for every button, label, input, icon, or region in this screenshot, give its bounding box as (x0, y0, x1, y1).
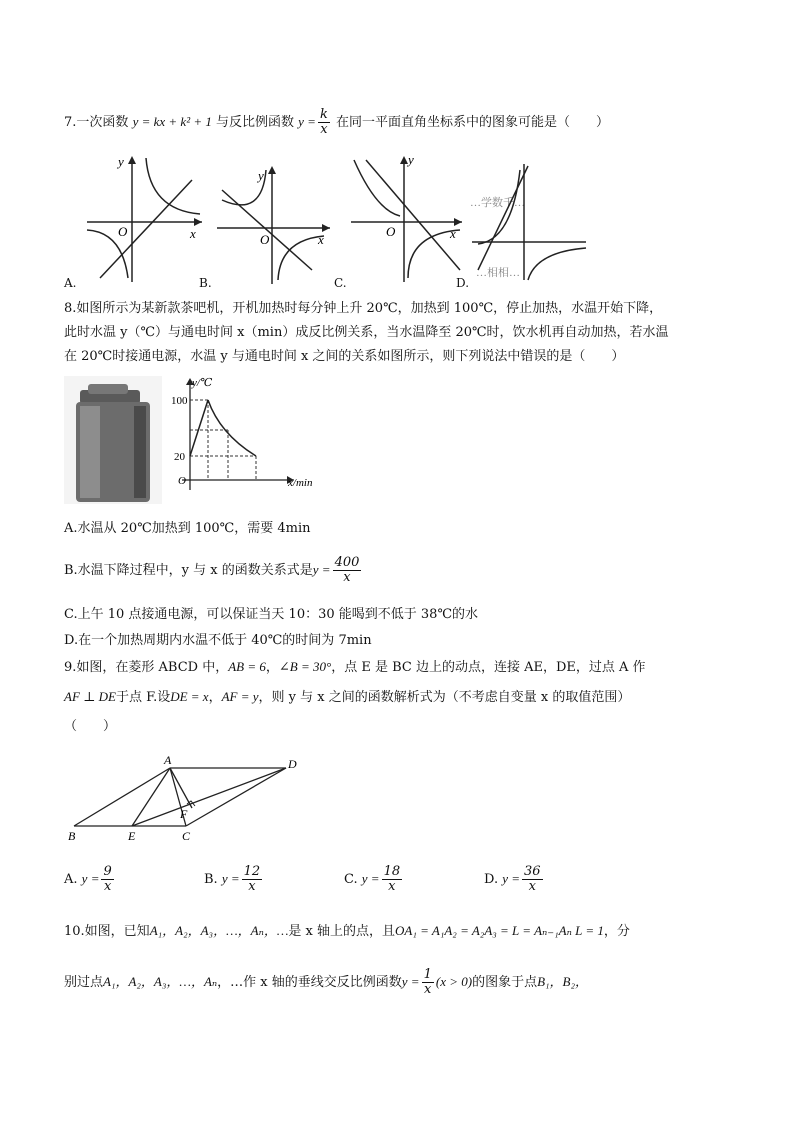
q8-option-b-fraction: $\frac{400}{x}$ (334, 555, 360, 585)
q9-answer-d: D. y = $\frac{36}{x}$ (484, 864, 541, 894)
svg-text:100: 100 (171, 395, 188, 407)
q7-option-b-label: B. (199, 276, 212, 290)
svg-text:O: O (178, 475, 186, 487)
svg-text:A: A (164, 753, 172, 767)
svg-text:y: y (408, 152, 414, 167)
svg-text:20: 20 (174, 451, 185, 463)
q8-option-c: C.上午 10 点接通电源，可以保证当天 10：30 能喝到不低于 38℃的水 (64, 607, 478, 622)
svg-text:D: D (288, 757, 297, 771)
q8-option-a: A.水温从 20℃加热到 100℃，需要 4min (64, 521, 311, 536)
q8-option-d: D.在一个加热周期内水温不低于 40℃的时间为 7min (64, 633, 372, 648)
svg-text:x/min: x/min (288, 477, 313, 489)
svg-text:x: x (450, 226, 456, 241)
q8-option-b: B.水温下降过程中，y 与 x 的函数关系式是y = $\frac{400}{x}$ (64, 555, 360, 585)
q7-option-a-label: A. (64, 276, 77, 290)
q9-stem-line-3: （ ） (64, 719, 117, 734)
q7-number: 7. (64, 115, 77, 130)
svg-text:O: O (260, 232, 270, 247)
q7-graph-c (346, 150, 466, 285)
svg-text:…相相…: …相相… (476, 267, 520, 279)
q9-stem-line-2: AF ⊥ DE于点 F.设DE = x，AF = y，则 y 与 x 之间的函数解析式为（不考虑自变量 x 的取值范围） (64, 689, 631, 705)
svg-text:…学数千…: …学数千… (470, 197, 525, 209)
q7-stem: 7.一次函数 y = kx + k² + 1 与反比例函数 y = $\frac{k}{x}$ 在同一平面直角坐标系中的图象可能是（ ） (64, 107, 609, 137)
q8-temperature-graph (170, 374, 330, 496)
svg-text:x: x (190, 226, 196, 241)
q7-fraction: $\frac{k}{x}$ (319, 107, 328, 137)
q9-answer-c: C. y = $\frac{18}{x}$ (344, 864, 401, 894)
svg-text:y: y (118, 154, 124, 169)
q7-option-c-label: C. (334, 276, 347, 290)
svg-text:y/℃: y/℃ (192, 377, 213, 389)
q10-stem-line-1: 10.如图，已知A₁，A₂，A₃，…，Aₙ，…是 x 轴上的点，且OA₁ = A₁A₂ = A₂A₃ = L = Aₙ₋₁Aₙ L = 1，分 (64, 923, 630, 939)
q10-function-fraction: $\frac{1}{x}$ (423, 967, 432, 997)
q9-answer-b: B. y = $\frac{12}{x}$ (204, 864, 261, 894)
q9-answer-a: A. y = $\frac{9}{x}$ (64, 864, 112, 894)
svg-text:y: y (258, 168, 264, 183)
q8-stem-line-1: 8.如图所示为某新款茶吧机，开机加热时每分钟上升 20℃，加热到 100℃，停止加热，水温开始下降， (64, 301, 663, 316)
q7-graph-a (82, 150, 207, 285)
svg-text:O: O (118, 224, 128, 239)
svg-text:E: E (128, 829, 136, 843)
q10-stem-line-2: 别过点A₁，A₂，A₃，…，Aₙ，…作 x 轴的垂线交反比例函数y = $\frac{1}{x}$ (x > 0)的图象于点B₁，B₂， (64, 967, 588, 997)
svg-text:O: O (386, 224, 396, 239)
svg-text:B: B (68, 829, 76, 843)
q7-graph-d (468, 160, 590, 285)
tea-machine-image (64, 376, 162, 504)
q7-option-d-label: D. (456, 276, 470, 290)
svg-text:F: F (180, 807, 188, 821)
svg-text:x: x (318, 232, 324, 247)
q8-stem-line-3: 在 20℃时接通电源，水温 y 与通电时间 x 之间的关系如图所示，则下列说法中错误的是（ ） (64, 349, 625, 364)
q7-linear-equation: y = kx + k² + 1 (132, 114, 212, 129)
q7-graph-b (212, 160, 337, 285)
q8-stem-line-2: 此时水温 y（℃）与通电时间 x（min）成反比例关系，当水温降至 20℃时，饮水机再自动加热，若水温 (64, 325, 669, 340)
q9-stem-line-1: 9.如图，在菱形 ABCD 中，AB = 6，∠B = 30°，点 E 是 BC 边上的动点，连接 AE，DE，过点 A 作 (64, 659, 646, 675)
q9-rhombus-figure (64, 752, 304, 848)
svg-text:C: C (182, 829, 191, 843)
